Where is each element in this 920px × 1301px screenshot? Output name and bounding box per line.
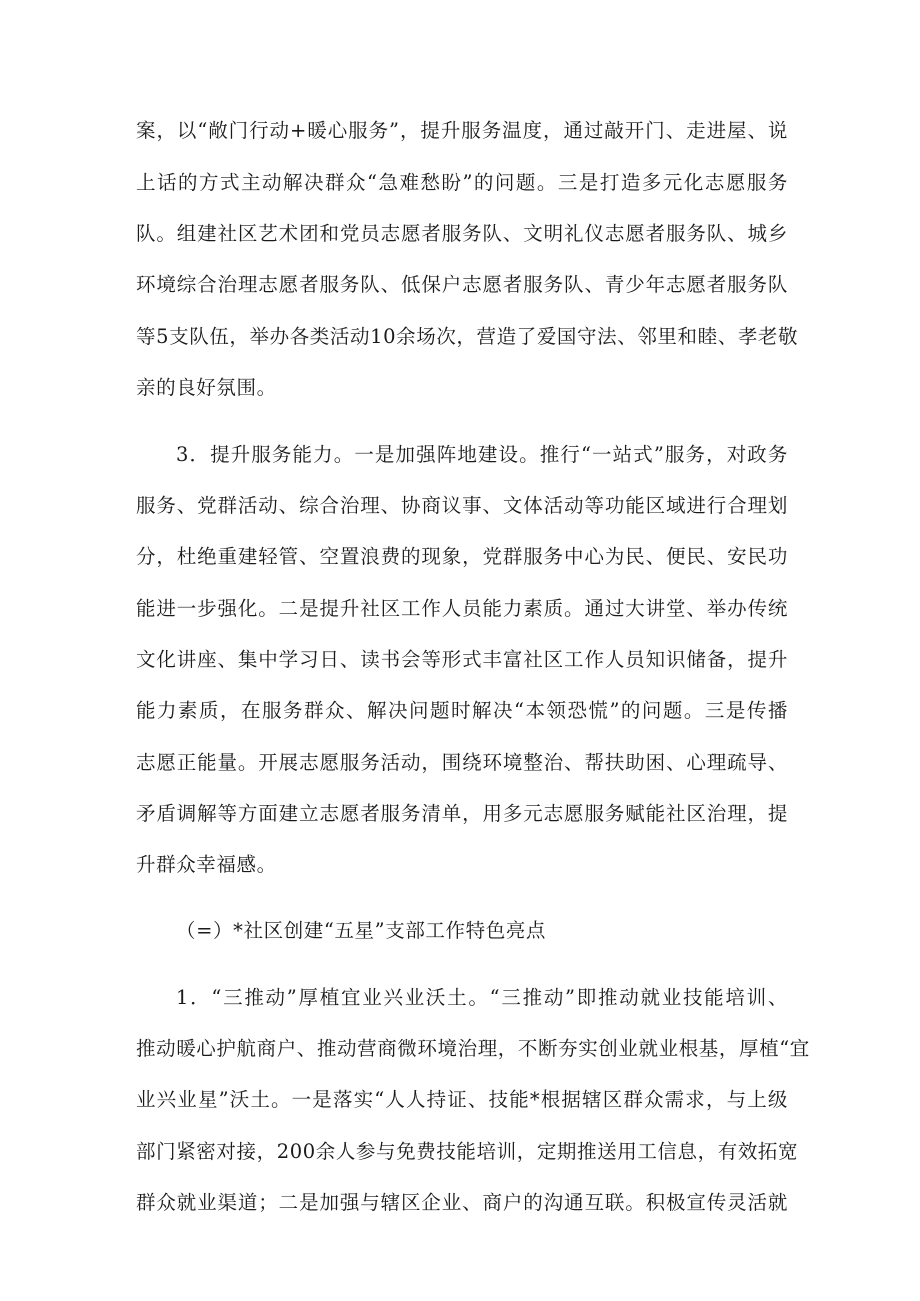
para2-line: 能力素质，在服务群众、解决问题时解决“本领恐慌”的问题。三是传播 xyxy=(136,699,788,722)
para2-line: 3．提升服务能力。一是加强阵地建设。推行“一站式”服务，对政务 xyxy=(176,443,788,466)
para2-line: 能进一步强化。二是提升社区工作人员能力素质。通过大讲堂、举办传统 xyxy=(136,597,788,620)
para1-line: 上话的方式主动解决群众“急难愁盼”的问题。三是打造多元化志愿服务 xyxy=(136,171,788,194)
para3-line: 推动暖心护航商户、推动营商微环境治理，不断夯实创业就业根基，厚植“宜 xyxy=(136,1037,810,1060)
para2-line: 志愿正能量。开展志愿服务活动，围绕环境整治、帮扶助困、心理疏导、 xyxy=(136,751,788,774)
para1-line: 亲的良好氛围。 xyxy=(136,376,277,399)
para1-line: 等5支队伍，举办各类活动10余场次，营造了爱国守法、邻里和睦、孝老敬 xyxy=(136,325,799,348)
para3-line: 部门紧密对接，200余人参与免费技能培训，定期推送用工信息，有效拓宽 xyxy=(136,1140,799,1163)
para2-line: 分，杜绝重建轻管、空置浪费的现象，党群服务中心为民、便民、安民功 xyxy=(136,545,788,568)
section-heading: （=）*社区创建“五星”支部工作特色亮点 xyxy=(176,919,547,942)
para1-line: 案，以“敞门行动+暖心服务”，提升服务温度，通过敲开门、走进屋、说 xyxy=(136,119,788,142)
para2-line: 文化讲座、集中学习日、读书会等形式丰富社区工作人员知识储备，提升 xyxy=(136,648,788,671)
para3-line: 群众就业渠道；二是加强与辖区企业、商户的沟通互联。积极宣传灵活就 xyxy=(136,1191,788,1214)
para3-line: 1．“三推动”厚植宜业兴业沃土。“三推动”即推动就业技能培训、 xyxy=(176,986,788,1009)
para1-line: 队。组建社区艺术团和党员志愿者服务队、文明礼仪志愿者服务队、城乡 xyxy=(136,222,788,245)
para1-line: 环境综合治理志愿者服务队、低保户志愿者服务队、青少年志愿者服务队 xyxy=(136,273,788,296)
para3-line: 业兴业星”沃土。一是落实“人人持证、技能*根据辖区群众需求，与上级 xyxy=(136,1088,788,1111)
para2-line: 升群众幸福感。 xyxy=(136,853,277,876)
para2-line: 服务、党群活动、综合治理、协商议事、文体活动等功能区域进行合理划 xyxy=(136,494,788,517)
para2-line: 矛盾调解等方面建立志愿者服务清单，用多元志愿服务赋能社区治理，提 xyxy=(136,802,788,825)
